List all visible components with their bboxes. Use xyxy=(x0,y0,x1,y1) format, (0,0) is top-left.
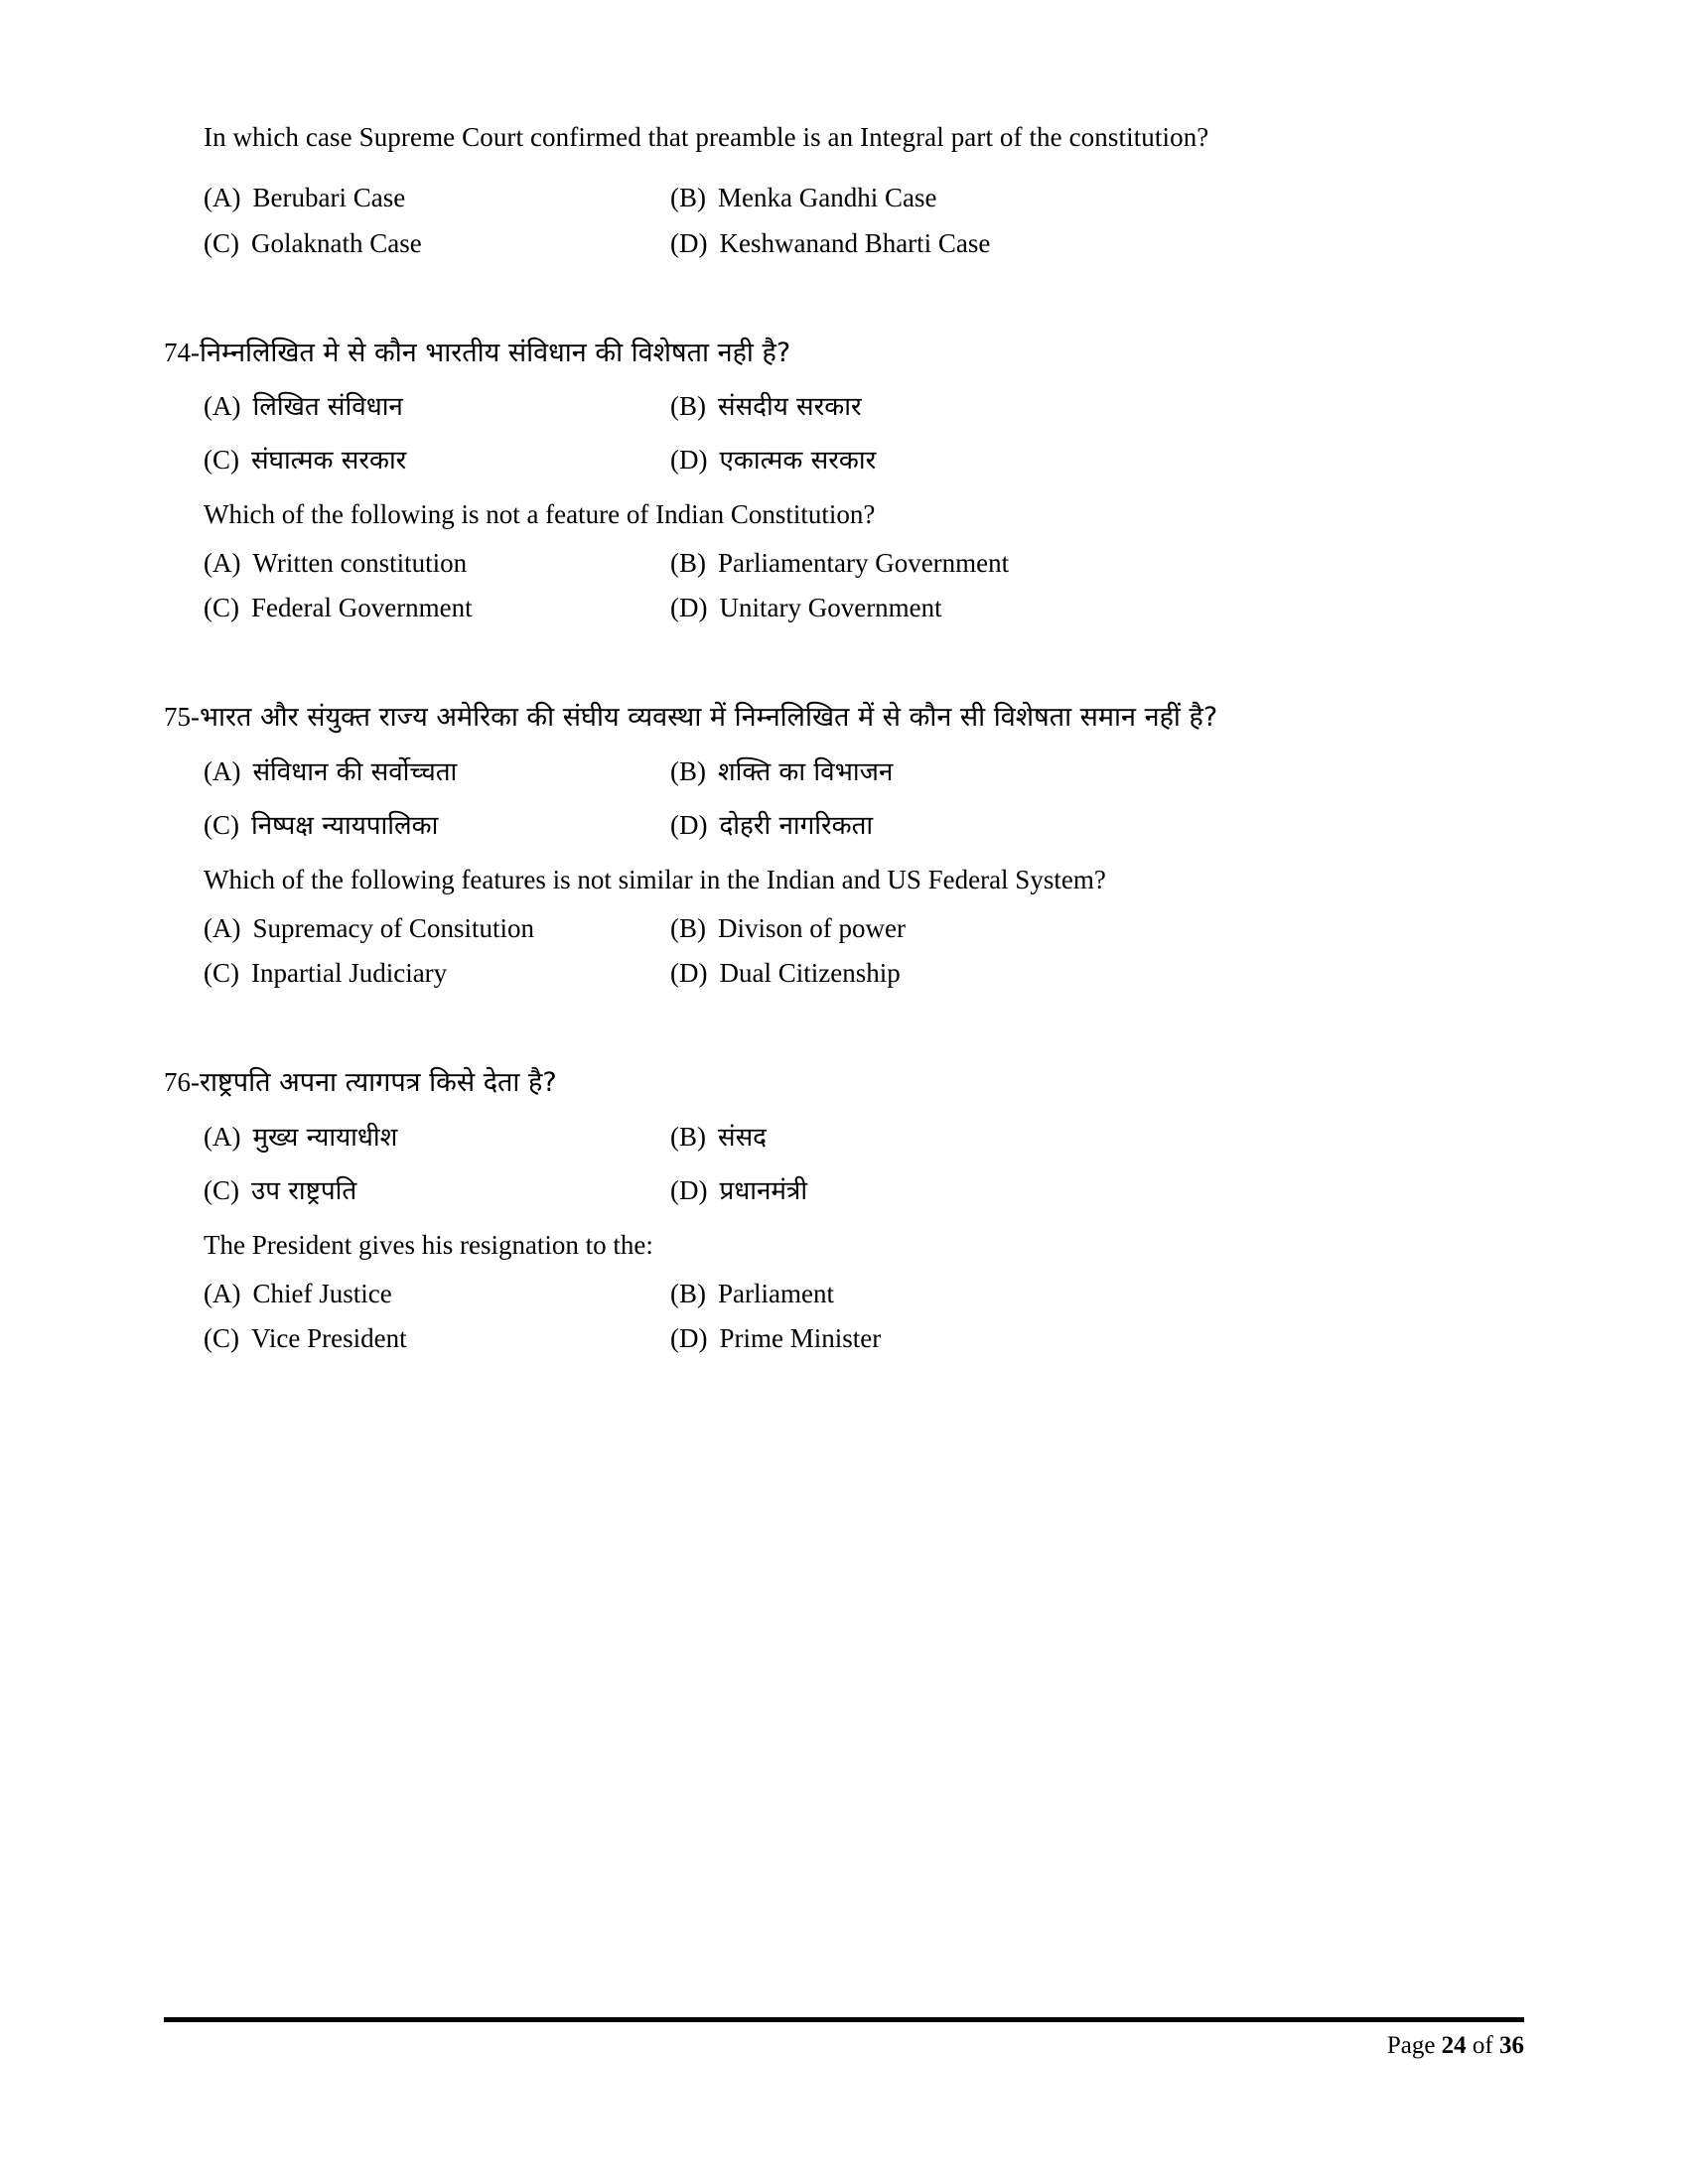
question-text-hindi: भारत और संयुक्त राज्य अमेरिका की संघीय व्यवस्था में निम्नलिखित में से कौन सी विशेषता समान नहीं है? xyxy=(200,702,1218,734)
section-spacer xyxy=(164,271,1524,333)
option-key: (B) xyxy=(670,1122,706,1153)
option-label: Berubari Case xyxy=(252,183,406,213)
option-label: लिखित संविधान xyxy=(252,392,403,423)
option-label: मुख्य न्यायाधीश xyxy=(252,1123,398,1154)
question-stem-english: Which of the following is not a feature of Indian Constitution? xyxy=(204,498,876,529)
option-item[interactable] xyxy=(670,389,1524,427)
question-number: 74- xyxy=(164,337,200,367)
option-label: Written constitution xyxy=(252,548,468,579)
question-text-hindi: राष्ट्रपति अपना त्यागपत्र किसे देता है? xyxy=(200,1067,557,1099)
option-key: (C) xyxy=(204,227,239,258)
option-item[interactable] xyxy=(670,1277,1524,1311)
option-item[interactable] xyxy=(670,956,1524,991)
option-key: (C) xyxy=(204,1174,239,1205)
option-label: Federal Government xyxy=(251,593,473,623)
option-item[interactable] xyxy=(670,181,1524,215)
option-label: दोहरी नागरिकता xyxy=(719,811,874,841)
footer-page-label: Page xyxy=(1386,2032,1436,2059)
option-item[interactable] xyxy=(204,1173,670,1211)
question-stem-hindi xyxy=(164,1062,1420,1104)
option-row xyxy=(164,956,1524,991)
option-item[interactable] xyxy=(204,1321,670,1356)
option-item[interactable] xyxy=(670,226,1524,261)
option-label: Unitary Government xyxy=(719,593,942,623)
option-label: संसद xyxy=(718,1123,767,1154)
option-row xyxy=(164,911,1524,946)
option-key: (C) xyxy=(204,445,239,476)
option-row xyxy=(164,1120,1524,1158)
option-label: संविधान की सर्वोच्चता xyxy=(252,757,458,788)
option-row xyxy=(164,443,1524,480)
option-label: शक्ति का विभाजन xyxy=(718,757,894,788)
option-item[interactable] xyxy=(204,226,670,261)
option-label: Prime Minister xyxy=(719,1323,882,1354)
footer-current-page: 24 xyxy=(1441,2032,1467,2059)
option-key: (D) xyxy=(670,1323,708,1354)
option-row xyxy=(164,181,1524,215)
option-row xyxy=(164,226,1524,261)
question-stem-hindi xyxy=(164,697,1420,739)
option-label: Inpartial Judiciary xyxy=(251,958,448,989)
option-key: (A) xyxy=(204,183,241,213)
option-label: Supremacy of Consitution xyxy=(252,913,534,944)
option-key: (A) xyxy=(204,1122,241,1153)
option-label: Keshwanand Bharti Case xyxy=(719,227,991,258)
option-key: (D) xyxy=(670,810,708,840)
option-row xyxy=(164,546,1524,581)
option-key: (A) xyxy=(204,548,241,579)
question-stem-english: The President gives his resignation to the: xyxy=(204,1229,653,1260)
question-block-carryover xyxy=(164,119,1524,261)
question-stem-english: In which case Supreme Court confirmed that preamble is an Integral part of the constitution? xyxy=(204,122,1209,152)
option-row xyxy=(164,754,1524,792)
option-item[interactable] xyxy=(204,181,670,215)
page-number-text xyxy=(164,2032,1524,2060)
option-item[interactable] xyxy=(204,911,670,946)
option-label: Dual Citizenship xyxy=(719,958,901,989)
option-label: Chief Justice xyxy=(252,1278,392,1308)
option-label: निष्पक्ष न्यायपालिका xyxy=(251,811,439,841)
option-label: एकात्मक सरकार xyxy=(719,446,877,477)
option-key: (B) xyxy=(670,756,706,787)
option-key: (C) xyxy=(204,958,239,989)
option-row xyxy=(164,591,1524,625)
page-footer xyxy=(164,2017,1524,2060)
option-key: (D) xyxy=(670,958,708,989)
option-key: (C) xyxy=(204,810,239,840)
option-label: प्रधानमंत्री xyxy=(719,1175,808,1206)
option-key: (A) xyxy=(204,756,241,787)
section-spacer xyxy=(164,635,1524,697)
footer-total-pages: 36 xyxy=(1499,2032,1524,2059)
question-block-76 xyxy=(164,1062,1524,1356)
option-item[interactable] xyxy=(670,808,1524,846)
question-number: 76- xyxy=(164,1067,200,1098)
option-label: Parliamentary Government xyxy=(718,548,1010,579)
option-key: (A) xyxy=(204,391,241,422)
option-label: Menka Gandhi Case xyxy=(718,183,937,213)
question-number: 75- xyxy=(164,702,200,733)
option-label: संसदीय सरकार xyxy=(718,392,862,423)
question-block-74 xyxy=(164,333,1524,626)
option-item[interactable] xyxy=(204,1277,670,1311)
question-block-75 xyxy=(164,697,1524,991)
page-content xyxy=(164,119,1524,1366)
option-label: Golaknath Case xyxy=(251,227,422,258)
option-label: उप राष्ट्रपति xyxy=(251,1175,357,1206)
option-item[interactable] xyxy=(670,754,1524,792)
option-row xyxy=(164,1173,1524,1211)
option-item[interactable] xyxy=(670,1321,1524,1356)
footer-of-label: of xyxy=(1472,2032,1493,2059)
option-label: Vice President xyxy=(251,1323,407,1354)
option-key: (A) xyxy=(204,913,241,944)
option-key: (C) xyxy=(204,1323,239,1354)
option-item[interactable] xyxy=(204,956,670,991)
option-item[interactable] xyxy=(204,1120,670,1158)
option-item[interactable] xyxy=(670,1173,1524,1211)
option-item[interactable] xyxy=(204,754,670,792)
option-item[interactable] xyxy=(204,546,670,581)
option-item[interactable] xyxy=(204,591,670,625)
option-key: (D) xyxy=(670,1174,708,1205)
option-label: Parliament xyxy=(718,1278,834,1308)
option-row xyxy=(164,1321,1524,1356)
option-label: संघात्मक सरकार xyxy=(251,446,407,477)
question-stem-english: Which of the following features is not similar in the Indian and US Federal System? xyxy=(204,864,1106,894)
option-row xyxy=(164,1277,1524,1311)
option-key: (D) xyxy=(670,593,708,623)
option-item[interactable] xyxy=(670,911,1524,946)
option-label: Divison of power xyxy=(718,913,906,944)
option-key: (B) xyxy=(670,391,706,422)
option-key: (D) xyxy=(670,227,708,258)
option-item[interactable] xyxy=(204,808,670,846)
option-key: (A) xyxy=(204,1278,241,1308)
footer-divider xyxy=(164,2017,1524,2022)
option-key: (B) xyxy=(670,548,706,579)
option-key: (B) xyxy=(670,1278,706,1308)
option-key: (B) xyxy=(670,913,706,944)
question-text-hindi: निम्नलिखित मे से कौन भारतीय संविधान की विशेषता नही है? xyxy=(200,337,791,368)
option-item[interactable] xyxy=(670,443,1524,480)
option-key: (D) xyxy=(670,445,708,476)
option-item[interactable] xyxy=(670,546,1524,581)
option-row xyxy=(164,808,1524,846)
option-item[interactable] xyxy=(204,443,670,480)
section-spacer xyxy=(164,1001,1524,1062)
question-stem-hindi xyxy=(164,333,1420,374)
option-item[interactable] xyxy=(204,389,670,427)
option-row xyxy=(164,389,1524,427)
option-item[interactable] xyxy=(670,1120,1524,1158)
option-key: (C) xyxy=(204,593,239,623)
option-item[interactable] xyxy=(670,591,1524,625)
option-key: (B) xyxy=(670,183,706,213)
